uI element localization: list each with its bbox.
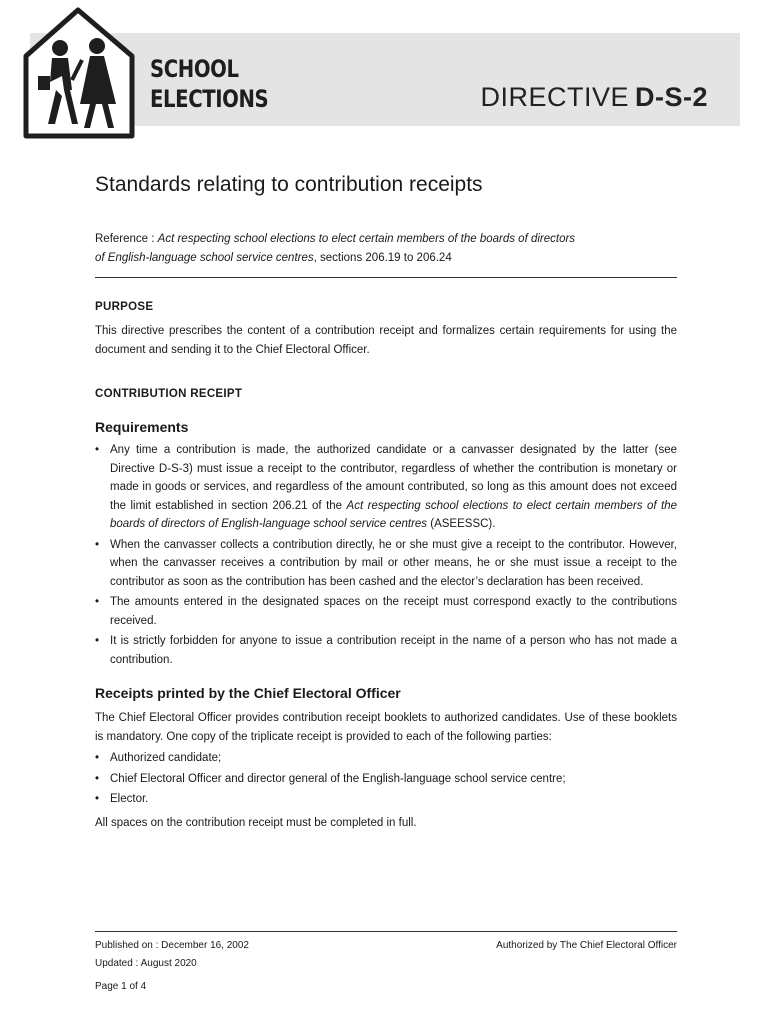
contribution-receipt-heading: CONTRIBUTION RECEIPT (95, 388, 243, 400)
act-citation: Act respecting school elections to elect certain members of the boards of directors of English-language school service centres (110, 499, 677, 530)
authorized-by: Authorized by The Chief Electoral Officer (496, 940, 677, 951)
reference-prefix: Reference : (95, 233, 158, 245)
printed-receipts-heading: Receipts printed by the Chief Electoral Officer (95, 685, 401, 701)
list-item-text: Any time a contribution is made, the authorized candidate or a canvasser designated by the latter (see Directive D-S-3) must issue a receipt to the contributor, regardless of whether the contribution is monetary or made in goods or services, and regardless of the amount contributed, so long as this amount does not exceed the limit established in section 206.21 of the (110, 444, 677, 512)
bullet-icon: • (95, 444, 100, 456)
list-item-text: It is strictly forbidden for anyone to issue a contribution receipt in the name of a person who has not made a contribution. (110, 635, 677, 666)
list-item-text: Elector. (110, 793, 149, 805)
logo-line-1: SCHOOL (150, 55, 239, 83)
school-crossing-logo-icon (20, 6, 138, 140)
bullet-icon: • (95, 772, 100, 785)
list-item (95, 749, 677, 768)
list-item (95, 536, 677, 592)
list-item-text: Authorized candidate; (110, 752, 222, 764)
list-item-text: The amounts entered in the designated spaces on the receipt must correspond exactly to the contributions received. (110, 596, 677, 627)
purpose-section (95, 301, 677, 360)
bullet-icon: • (95, 596, 100, 608)
directive-label (480, 82, 708, 113)
list-item-text: Chief Electoral Officer and director general of the English-language school service centre; (110, 772, 566, 785)
requirements-heading: Requirements (95, 419, 189, 435)
bullet-icon: • (95, 538, 100, 551)
requirements-list (95, 441, 677, 669)
purpose-heading: PURPOSE (95, 301, 154, 313)
reference-act-line-2: of English-language school service centres (95, 252, 314, 264)
purpose-text: This directive prescribes the content of a contribution receipt and formalizes certain requirements for using the document and sending it to the Chief Electoral Officer. (95, 325, 677, 356)
list-item (95, 770, 677, 789)
list-item (95, 632, 677, 669)
list-item (95, 441, 677, 534)
list-item-text: When the canvasser collects a contribution directly, he or she must give a receipt to the contributor. However, when the canvasser receives a contribution by mail or other means, he or she must issue a receipt to the contributor as soon as the contribution has been cashed and the elector’s declaration has been received. (110, 538, 677, 588)
list-item-text-end: (ASEESSC). (427, 518, 496, 530)
reference-act-line-1: Act respecting school elections to elect certain members of the boards of directors (157, 233, 576, 245)
list-item (95, 790, 677, 809)
reference-sections: , sections 206.19 to 206.24 (313, 252, 452, 264)
parties-list (95, 749, 677, 809)
header-divider (95, 277, 677, 278)
page-title: Standards relating to contribution receipts (95, 173, 483, 196)
footer-divider (95, 931, 677, 932)
logo-wordmark (150, 54, 268, 114)
published-date: Published on : December 16, 2002 (95, 940, 249, 951)
closing-text: All spaces on the contribution receipt must be completed in full. (95, 816, 417, 829)
bullet-icon: • (95, 635, 100, 647)
directive-word: DIRECTIVE (480, 82, 629, 112)
bullet-icon: • (95, 752, 100, 764)
directive-code: D-S-2 (634, 82, 708, 112)
list-item (95, 593, 677, 630)
page-number: Page 1 of 4 (95, 981, 147, 992)
reference-text (95, 230, 695, 268)
bullet-icon: • (95, 793, 100, 805)
logo-line-2: ELECTIONS (150, 85, 269, 113)
printed-receipts-text: The Chief Electoral Officer provides contribution receipt booklets to authorized candidates. Use of these booklets is mandatory. One copy of the triplicate receipt is provided to each of the following parties: (95, 712, 677, 743)
updated-date: Updated : August 2020 (95, 958, 197, 969)
contribution-receipt-section (95, 388, 677, 833)
